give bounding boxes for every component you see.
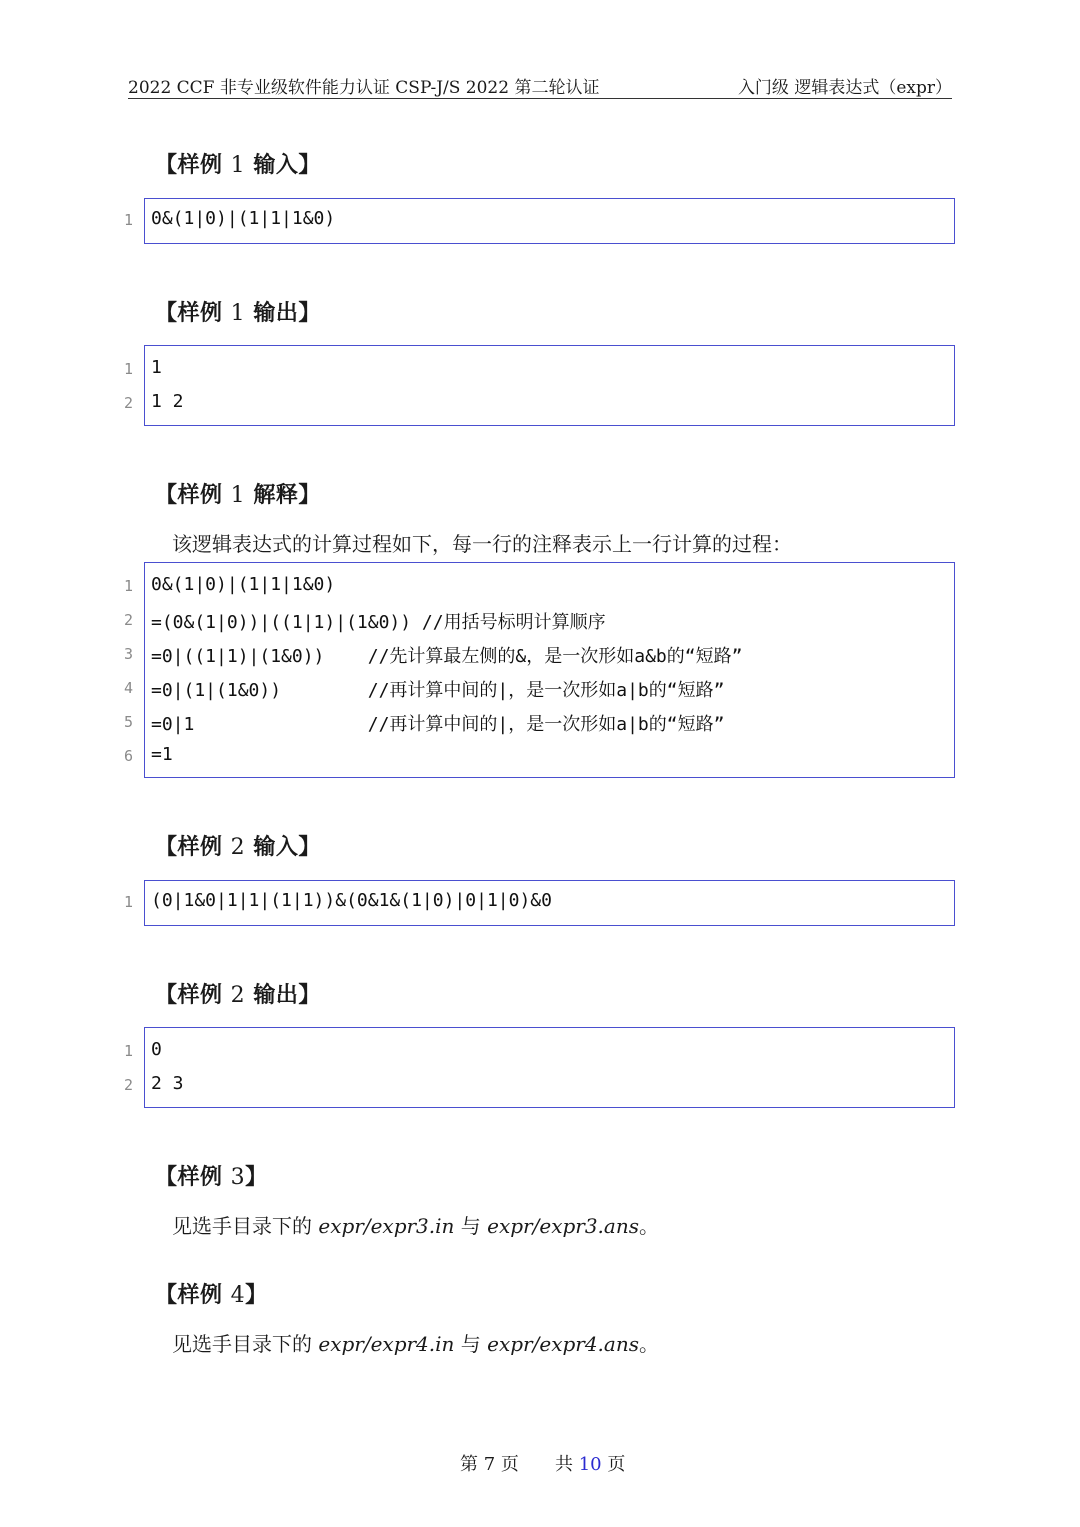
code-text: (0|1&0|1|1|(1|1))&(0&1&(1|0)|0|1|0)&0	[151, 890, 552, 911]
line-number: 1	[123, 360, 133, 378]
line-number: 3	[123, 645, 133, 663]
code-line	[123, 1034, 954, 1068]
code-text: 0	[151, 1039, 162, 1060]
code-block-sample1-output	[123, 345, 955, 426]
code-line	[123, 637, 954, 671]
line-number: 1	[123, 1042, 133, 1060]
header-title: 2022 CCF 非专业级软件能力认证 CSP-J/S 2022 第二轮认证	[128, 78, 600, 98]
code-line	[123, 671, 954, 705]
line-number: 2	[123, 394, 133, 412]
file-name: expr/expr4.ans	[487, 1332, 639, 1356]
code-line	[123, 885, 954, 919]
code-block-sample1-input	[123, 198, 955, 244]
heading-sample1-explanation: 【样例 1 解释】	[155, 483, 321, 508]
code-line	[123, 739, 954, 773]
sample4-text: 见选手目录下的 expr/expr4.in 与 expr/expr4.ans。	[172, 1332, 659, 1356]
code-line	[123, 705, 954, 739]
code-line	[123, 569, 954, 603]
line-number: 1	[123, 893, 133, 911]
line-number: 2	[123, 1076, 133, 1094]
code-block-sample1-explanation	[123, 562, 955, 778]
code-text: =1	[151, 744, 173, 765]
explanation-text: 该逻辑表达式的计算过程如下，每一行的注释表示上一行计算的过程：	[172, 532, 792, 556]
code-block-sample2-input	[123, 880, 955, 926]
file-name: expr/expr4.in	[318, 1332, 455, 1356]
code-line	[123, 386, 954, 420]
code-text: 1 2	[151, 391, 184, 412]
sample3-text: 见选手目录下的 expr/expr3.in 与 expr/expr3.ans。	[172, 1214, 659, 1238]
heading-sample1-input: 【样例 1 输入】	[155, 153, 321, 178]
heading-sample1-output: 【样例 1 输出】	[155, 301, 321, 326]
line-number: 1	[123, 577, 133, 595]
code-text: =0|(1|(1&0)) //再计算中间的|，是一次形如a|b的“短路”	[151, 680, 725, 701]
page-number: 第 7 页	[460, 1454, 519, 1475]
code-line	[123, 352, 954, 386]
code-text: 0&(1|0)|(1|1|1&0)	[151, 574, 336, 595]
file-name: expr/expr3.ans	[487, 1214, 639, 1238]
heading-sample3: 【样例 3】	[155, 1165, 268, 1190]
header-problem-name: 入门级 逻辑表达式（expr）	[737, 78, 952, 98]
code-text: =0|((1|1)|(1&0)) //先计算最左侧的&，是一次形如a&b的“短路”	[151, 646, 743, 667]
code-text: 2 3	[151, 1073, 184, 1094]
code-line	[123, 603, 954, 637]
heading-sample4: 【样例 4】	[155, 1283, 268, 1308]
code-text: =0|1 //再计算中间的|，是一次形如a|b的“短路”	[151, 714, 725, 735]
code-line	[123, 203, 954, 237]
code-line	[123, 1068, 954, 1102]
file-name: expr/expr3.in	[318, 1214, 455, 1238]
line-number: 4	[123, 679, 133, 697]
code-block-sample2-output	[123, 1027, 955, 1108]
line-number: 6	[123, 747, 133, 765]
code-text: 0&(1|0)|(1|1|1&0)	[151, 208, 336, 229]
line-number: 2	[123, 611, 133, 629]
line-number: 5	[123, 713, 133, 731]
total-pages: 共 10 页	[555, 1454, 626, 1475]
code-text: =(0&(1|0))|((1|1)|(1&0)) //用括号标明计算顺序	[151, 612, 606, 633]
code-text: 1	[151, 357, 162, 378]
line-number: 1	[123, 211, 133, 229]
heading-sample2-input: 【样例 2 输入】	[155, 835, 321, 860]
heading-sample2-output: 【样例 2 输出】	[155, 983, 321, 1008]
page-header	[128, 70, 952, 99]
